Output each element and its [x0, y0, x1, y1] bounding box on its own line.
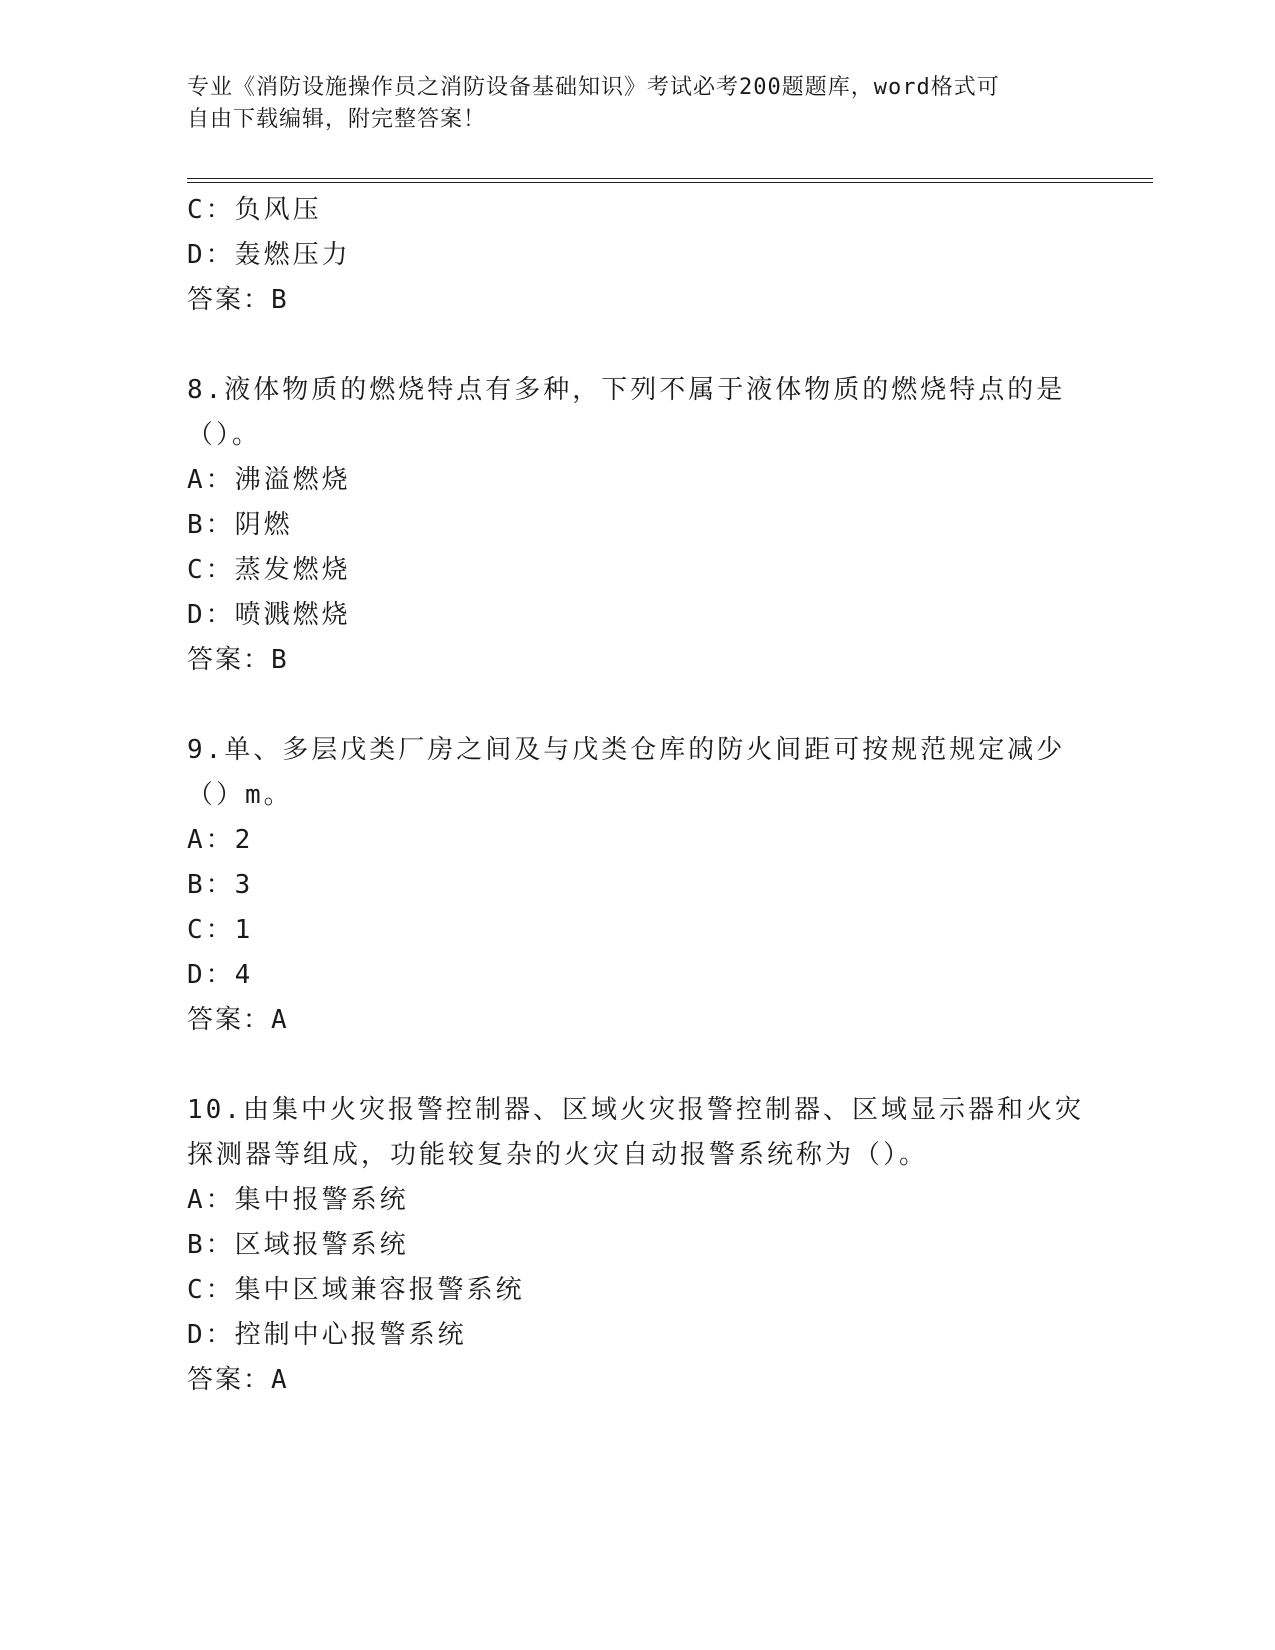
q8-stem-line-1: 8.液体物质的燃烧特点有多种，下列不属于液体物质的燃烧特点的是	[187, 375, 1066, 405]
q10-option-c: C：集中区域兼容报警系统	[187, 1275, 525, 1305]
q8-answer-value: B	[271, 645, 289, 675]
q8-stem-line-2: （）。	[187, 420, 262, 450]
q9-option-d: D：4	[187, 960, 254, 990]
q9-option-c: C：1	[187, 915, 254, 945]
header-line-2: 自由下载编辑，附完整答案！	[187, 107, 487, 132]
header-line-1: 专业《消防设施操作员之消防设备基础知识》考试必考200题题库，word格式可	[187, 75, 1000, 100]
q7-answer	[187, 283, 289, 317]
q10-answer	[187, 1363, 289, 1397]
q10-option-a: A：集中报警系统	[187, 1185, 409, 1215]
q9-stem-line-2: （）m。	[187, 780, 293, 810]
q7-answer-value: B	[271, 285, 289, 315]
q8-option-d: D：喷溅燃烧	[187, 600, 351, 630]
q7-option-c: C：负风压	[187, 195, 322, 225]
q8-answer-label: 答案：	[187, 645, 272, 675]
q9-answer-value: A	[271, 1005, 289, 1035]
q7-answer-label: 答案：	[187, 285, 272, 315]
q9-stem-line-1: 9.单、多层戊类厂房之间及与戊类仓库的防火间距可按规范规定减少	[187, 735, 1066, 765]
q10-answer-value: A	[271, 1365, 289, 1395]
q7-option-d: D：轰燃压力	[187, 240, 351, 270]
q9-option-b: B：3	[187, 870, 254, 900]
q8-option-b: B：阴燃	[187, 510, 293, 540]
q10-answer-label: 答案：	[187, 1365, 272, 1395]
document-header	[187, 72, 1067, 136]
q10-stem-line-2: 探测器等组成，功能较复杂的火灾自动报警系统称为（）。	[187, 1140, 929, 1170]
q8-option-a: A：沸溢燃烧	[187, 465, 351, 495]
q8-option-c: C：蒸发燃烧	[187, 555, 351, 585]
q10-option-b: B：区域报警系统	[187, 1230, 409, 1260]
q9-answer	[187, 1003, 289, 1037]
q8-answer	[187, 643, 289, 677]
q9-answer-label: 答案：	[187, 1005, 272, 1035]
header-divider	[187, 178, 1153, 183]
q10-option-d: D：控制中心报警系统	[187, 1320, 467, 1350]
q10-stem-line-1: 10.由集中火灾报警控制器、区域火灾报警控制器、区域显示器和火灾	[187, 1095, 1084, 1125]
q9-option-a: A：2	[187, 825, 254, 855]
